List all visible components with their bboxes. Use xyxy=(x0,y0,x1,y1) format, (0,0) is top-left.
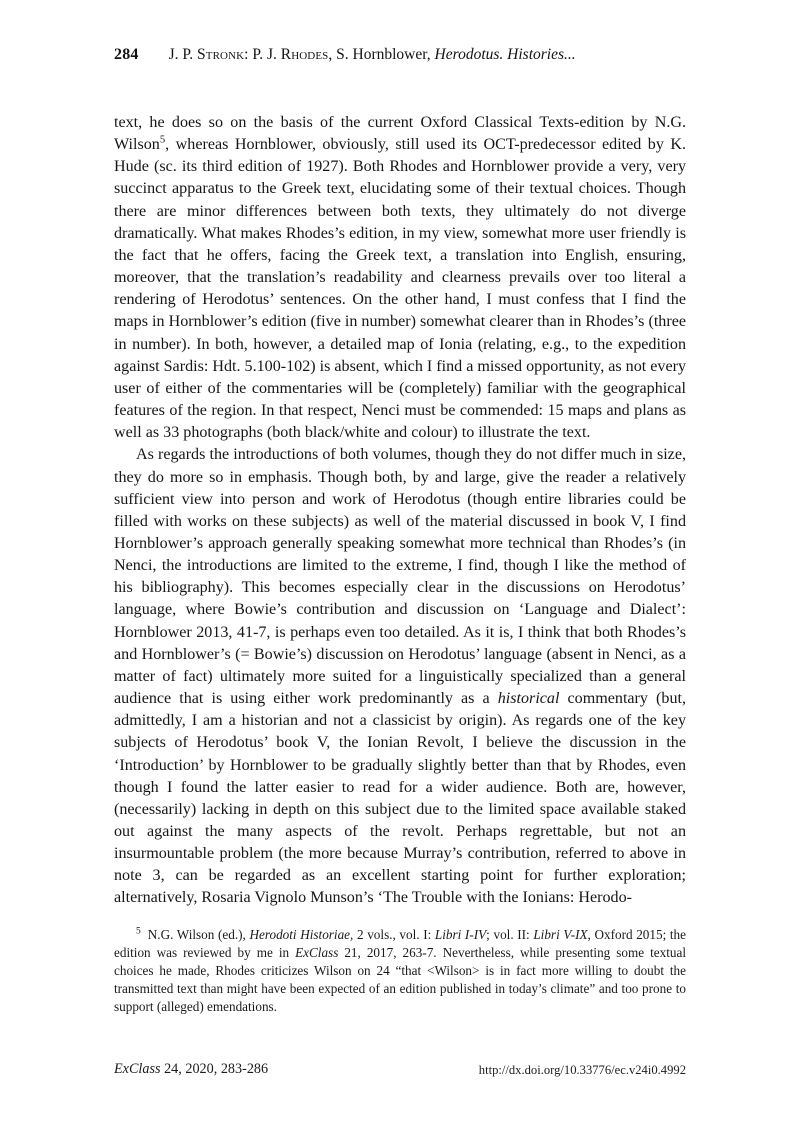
running-head-author-initials: J. P. xyxy=(168,46,198,63)
footnote-segment-4: , Oxford 2015; the edition was reviewed by me in xyxy=(114,927,686,960)
footnote-segment-2: , 2 vols., vol. I: xyxy=(350,927,435,942)
page-number: 284 xyxy=(114,46,139,63)
paragraph-one xyxy=(114,112,686,444)
footer-journal-name: ExClass xyxy=(114,1061,161,1077)
running-head-work-title: Herodotus. Histories... xyxy=(434,46,576,63)
paragraph-one-segment-b: , whereas Hornblower, obviously, still used its OCT-predecessor edited by K. Hude (sc. its third edition of 1927). Both Rhodes and Hornblower provide a very, very succinct apparatus to the Greek text, elucidating some of their textual choices. Though there are minor differences between both texts, they ultimately do not diverge dramatically. What makes Rhodes’s edition, in my view, somewhat more user friendly is the fact that he offers, facing the Greek text, a translation into English, ensuring, moreover, that the translation’s readability and clearness prevails over too literal a rendering of Herodotus’ sentences. On the other hand, I must confess that I find the maps in Hornblower’s edition (five in number) somewhat clearer than in Rhodes’s (three in number). In both, however, a detailed map of Ionia (relating, e.g., to the expedition against Sardis: Hdt. 5.100-102) is absent, which I find a missed opportunity, as not every user of either of the commentaries will be (completely) familiar with the geographical features of the region. In that respect, Nenci must be commended: 15 maps and plans as well as 33 photographs (both black/white and colour) to illustrate the text. xyxy=(114,136,686,442)
footnote-italic-herodoti-historiae: Herodoti Historiae xyxy=(249,927,351,942)
paragraph-two-segment-a: As regards the introductions of both volumes, though they do not differ much in size, they do more so in emphasis. Though both, by and large, give the reader a relatively sufficient view into person and work of Herodotus (though entire libraries could be filled with works on these subjects) as well of the material discussed in book V, I find Hornblower’s approach generally speaking somewhat more technical than Rhodes’s (in Nenci, the introductions are limited to the extreme, I find, though I like the method of his bibliography). This becomes especially clear in the discussions on Herodotus’ language, where Bowie’s contribution and discussion on ‘Language and Dialect’: Hornblower 2013, 41-7, is perhaps even too detailed. As it is, I think that both Rhodes’s and Hornblower’s (= Bowie’s) discussion on Herodotus’ language (absent in Nenci, as a matter of fact) ultimately more suited for a linguistically specialized than a general audience that is using either work predominantly as a xyxy=(114,446,686,708)
page-footer xyxy=(114,1058,686,1080)
paragraph-two-italic-word: historical xyxy=(497,690,560,708)
footnote-segment-5: 21, 2017, 263-7. Nevertheless, while presenting some textual choices he made, Rhodes criticizes Wilson on 24 “that <Wilson> is in fact more willing to doubt the transmitted text than might have been expected of an edition published in today’s climate” and too prone to support (alleged) emendations. xyxy=(114,944,686,1014)
running-head-title xyxy=(169,46,576,63)
running-head-author-surname: Stronk xyxy=(197,46,245,63)
footnote-marker: 5 xyxy=(136,926,141,937)
footnote-italic-libri-i-iv: Libri I-IV xyxy=(434,927,487,942)
footer-citation xyxy=(114,1058,268,1080)
footer-doi-link[interactable]: http://dx.doi.org/10.33776/ec.v24i0.4992 xyxy=(478,1063,686,1077)
running-head-reviewed-rest: , S. Hornblower, xyxy=(328,46,435,63)
paragraph-one-segment-a: text, he does so on the basis of the current Oxford Classical Texts-edition by N.G. Wilson xyxy=(114,114,686,154)
running-head xyxy=(114,42,686,68)
footnote-block xyxy=(114,926,686,1016)
running-head-separator: : P. J. xyxy=(244,46,281,63)
footnote-italic-exclass: ExClass xyxy=(295,944,339,960)
footer-citation-detail: 24, 2020, 283-286 xyxy=(160,1061,269,1077)
footnote-segment-1: N.G. Wilson (ed.), xyxy=(147,927,250,942)
body-text-block xyxy=(114,112,686,910)
footnote-5 xyxy=(114,926,686,1016)
paragraph-two-segment-b: commentary (but, admittedly, I am a historian and not a classicist by origin). As regards one of the key subjects of Herodotus’ book V, the Ionian Revolt, I believe the discussion in the ‘Introduction’ by Hornblower to be gradually slightly better than that by Rhodes, even though I found the latter easier to read for a wider audience. Both are, however, (necessarily) lacking in depth on this subject due to the limited space available staked out against the many aspects of the revolt. Perhaps regrettable, but not an insurmountable problem (the more because Murray’s contribution, referred to above in note 3, can be regarded as an excellent starting point for further exploration; alternatively, Rosaria Vignolo Munson’s ‘The Trouble with the Ionians: Herodo- xyxy=(114,690,686,907)
running-head-reviewed-surname: Rhodes xyxy=(280,46,329,63)
paragraph-two xyxy=(114,444,686,909)
footnote-segment-3: ; vol. II: xyxy=(486,927,534,942)
footnote-italic-libri-v-ix: Libri V-IX xyxy=(533,927,588,942)
footnote-reference-5[interactable]: 5 xyxy=(159,134,166,146)
